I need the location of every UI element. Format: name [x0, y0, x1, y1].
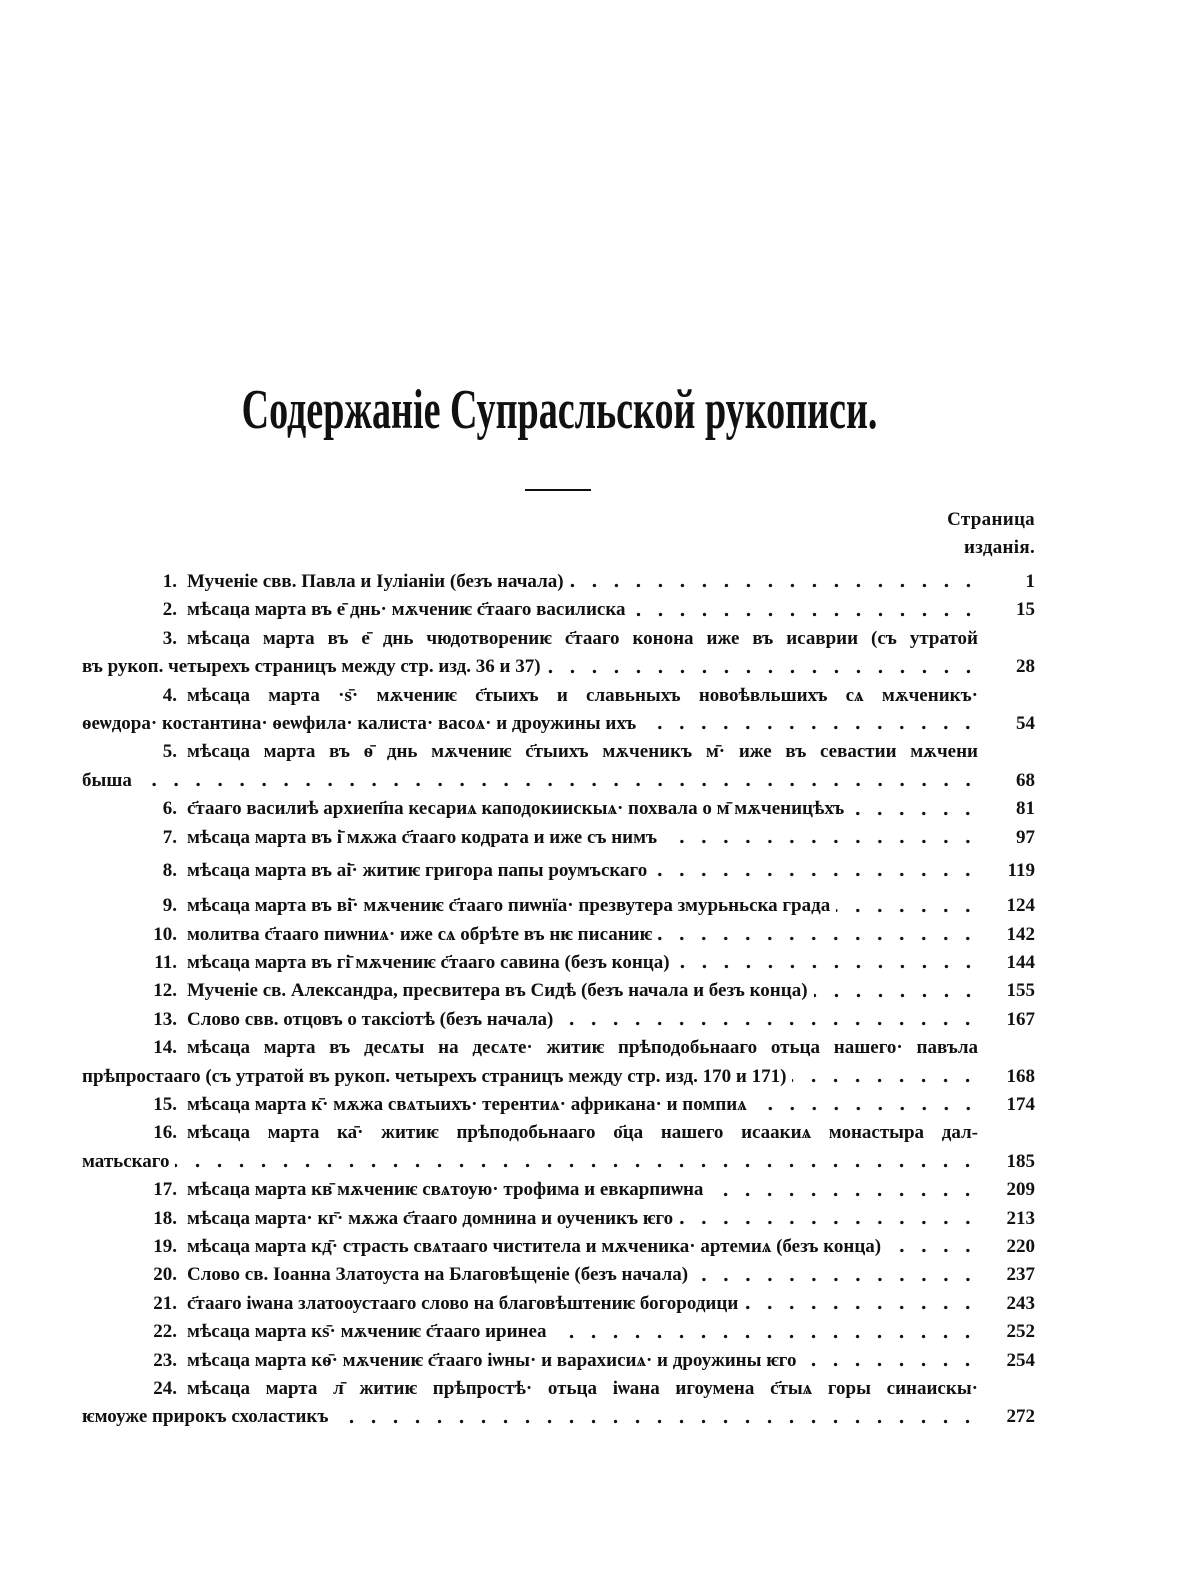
entry-first-line: [82, 1034, 1035, 1062]
toc-entry-23: [82, 1347, 1035, 1375]
entry-title: мѣсаца марта въ гі̄ мѫчениѥ с҃тааго савина (безъ конца): [187, 952, 670, 974]
entry-number: 6.: [162, 798, 177, 820]
dot-leader: [175, 1148, 979, 1176]
entry-page-number: 168: [1006, 1065, 1035, 1087]
entry-title-continued: ѳеѡдора· костантина· ѳеѡфила· калиста· васоѧ· и дроужины ихъ: [82, 712, 637, 734]
entry-page-number: 119: [1007, 859, 1035, 881]
entry-page-number: 144: [1006, 952, 1035, 974]
dot-leader: [836, 892, 979, 920]
entry-title: мѣсаца марта кѳ̄· мѫчениѥ с҃тааго іѡны· и варахисиѧ· и дроужины ѥго: [187, 1349, 797, 1371]
dot-leader: [792, 1063, 979, 1091]
entry-page-number: 81: [1016, 798, 1035, 820]
toc-entry-9: [82, 892, 1035, 920]
entry-title: мѣсаца марта кд̄· страсть свѧтааго чиститела и мѫченика· артемиѧ (безъ конца): [187, 1235, 882, 1257]
toc-entry-12: [82, 977, 1035, 1005]
entry-continuation-line: [82, 1063, 1035, 1091]
entry-first-line: [82, 738, 1035, 766]
entry-page-number: 155: [1006, 980, 1035, 1002]
toc-entry-19: [82, 1233, 1035, 1261]
entry-number: 19.: [153, 1235, 177, 1257]
entry-title: мѣсаца марта кѕ̄· мѫчениѥ с҃тааго иринеа: [187, 1321, 547, 1343]
dot-leader: [547, 653, 979, 681]
entry-title: мѣсаца марта кв̄ мѫчениѥ свѧтоую· трофима и евкарпиѡна: [187, 1179, 704, 1201]
entry-number: 11.: [154, 952, 177, 974]
entry-continuation-line: [82, 1148, 1035, 1176]
entry-first-line: [82, 625, 1035, 653]
entry-title: мѣсаца марта ·ѕ̄· мѫчениѥ с҃тыихъ и славьныхъ новоѣвльшихъ сѧ мѫченикъ·: [187, 684, 978, 706]
entry-title: молитва с҃тааго пиѡниѧ· иже сѧ обрѣте въ нѥ писаниѥ: [187, 923, 653, 945]
toc-entry-11: [82, 949, 1035, 977]
entry-number: 14.: [153, 1037, 177, 1059]
entry-title: Слово свв. отцовъ о таксіотѣ (безъ начала): [187, 1008, 554, 1030]
entry-title: мѣсаца марта въ аі̄· житиѥ григора папы роумъскаго: [187, 859, 648, 881]
entry-page-number: 252: [1006, 1321, 1035, 1343]
entry-page-number: 174: [1006, 1094, 1035, 1116]
entry-number: 20.: [153, 1264, 177, 1286]
entry-page-number: 28: [1016, 656, 1035, 678]
entry-number: 8.: [162, 859, 177, 881]
title-divider: [525, 489, 591, 491]
entry-number: 3.: [162, 627, 177, 649]
entry-number: 1.: [162, 571, 177, 592]
entry-number: 5.: [162, 741, 177, 763]
entry-first-line: [82, 682, 1035, 710]
toc-entry-6: [82, 795, 1035, 823]
toc-entry-16: [82, 1119, 1035, 1176]
entry-page-number: 97: [1016, 826, 1035, 848]
entry-number: 21.: [153, 1292, 177, 1314]
entry-number: 15.: [153, 1094, 177, 1116]
dot-leader: [663, 824, 979, 852]
page-title-text: Содержаніе Супрасльской рукописи.: [242, 379, 878, 441]
dot-leader: [744, 1290, 979, 1318]
entry-title: мѣсаца марта въ десѧты на десѧте· житиѥ прѣподобьнааго отьца нашего· павъла: [187, 1037, 978, 1059]
entry-page-number: 185: [1006, 1150, 1035, 1172]
entry-title-continued: матьскаго: [82, 1150, 170, 1172]
entry-title-continued: ѥмоуже прирокъ схоластикъ: [82, 1406, 329, 1428]
entry-number: 12.: [153, 980, 177, 1002]
toc-entry-18: [82, 1205, 1035, 1233]
entry-title: мѣсаца марта к̄· мѫжа свѧтыихъ· терентиѧ· африкана· и помпиѧ: [187, 1094, 747, 1116]
entry-title: мѣсаца марта въ е̄ днь· мѫчениѥ с҃тааго василиска: [187, 599, 626, 621]
entry-continuation-line: [82, 1403, 1035, 1431]
toc-entry-4: [82, 682, 1035, 739]
toc-entry-24: [82, 1375, 1035, 1432]
entry-first-line: [82, 1119, 1035, 1147]
entry-number: 22.: [153, 1321, 177, 1343]
entry-page-number: 237: [1006, 1264, 1035, 1286]
entry-number: 9.: [162, 895, 177, 917]
dot-leader: [850, 795, 979, 823]
toc-entry-8: [82, 857, 1035, 885]
dot-leader: [559, 1006, 979, 1034]
dot-leader: [709, 1176, 979, 1204]
entry-page-number: 167: [1006, 1008, 1035, 1030]
entry-number: 18.: [153, 1207, 177, 1229]
dot-leader: [802, 1347, 979, 1375]
toc-entry-17: [82, 1176, 1035, 1204]
entry-title: мѣсаца марта въ і̄ мѫжа с҃тааго кодрата и иже съ нимъ: [187, 826, 658, 848]
toc-entry-10: [82, 921, 1035, 949]
entry-number: 4.: [162, 684, 177, 706]
toc-entry-22: [82, 1318, 1035, 1346]
toc-entry-14: [82, 1034, 1035, 1091]
dot-leader: [753, 1091, 979, 1119]
entry-page-number: 1: [1025, 571, 1035, 592]
dot-leader: [814, 977, 979, 1005]
toc-entry-3: [82, 625, 1035, 682]
dot-leader: [552, 1318, 979, 1346]
entry-page-number: 54: [1016, 712, 1035, 734]
entry-page-number: 68: [1016, 769, 1035, 791]
entry-number: 13.: [153, 1008, 177, 1030]
entry-page-number: 243: [1006, 1292, 1035, 1314]
toc-entry-21: [82, 1290, 1035, 1318]
entry-page-number: 15: [1016, 599, 1035, 621]
table-of-contents: [82, 568, 1035, 1432]
entry-page-number: 254: [1006, 1349, 1035, 1371]
entry-title: мѣсаца марта въ ѳ̄ днь мѫчениѥ с҃тыихъ мѫченикъ м̄· иже въ севастии мѫчени: [187, 741, 978, 763]
toc-entry-20: [82, 1261, 1035, 1289]
page-column-header: [947, 506, 1035, 562]
entry-continuation-line: [82, 710, 1035, 738]
entry-title-continued: въ рукоп. четырехъ страницъ между стр. изд. 36 и 37): [82, 656, 541, 678]
dot-leader: [632, 596, 979, 624]
entry-continuation-line: [82, 767, 1035, 795]
toc-entry-1: [82, 568, 1035, 596]
entry-number: 23.: [153, 1349, 177, 1371]
dot-leader: [887, 1233, 979, 1261]
dot-leader: [658, 921, 979, 949]
entry-number: 24.: [153, 1377, 177, 1399]
entry-first-line: [82, 1375, 1035, 1403]
entry-number: 17.: [153, 1179, 177, 1201]
entry-page-number: 209: [1006, 1179, 1035, 1201]
toc-entry-5: [82, 738, 1035, 795]
entry-page-number: 124: [1006, 895, 1035, 917]
dot-leader: [694, 1261, 979, 1289]
column-header-line-2: изданія.: [963, 537, 1035, 558]
entry-title-continued: быша: [82, 769, 132, 791]
entry-title: Мученіе свв. Павла и Іуліаніи (безъ начала): [187, 571, 564, 592]
entry-title: с҃тааго іѡана златооустааго слово на благовѣштениѥ богородици: [187, 1292, 739, 1314]
entry-title: мѣсаца марта въ е̄ днь чюдотворениѥ с҃тааго конона иже въ исаврии (съ утратой: [187, 627, 978, 649]
entry-page-number: 142: [1006, 923, 1035, 945]
dot-leader: [679, 1205, 979, 1233]
entry-number: 16.: [153, 1122, 177, 1144]
dot-leader: [653, 857, 979, 885]
entry-title: с҃тааго василиѣ архиеп҃па кесариѧ каподокиискыѧ· похвала о м̄ мѫченицѣхъ: [187, 798, 845, 820]
dot-leader: [138, 767, 979, 795]
entry-title: Слово св. Іоанна Златоуста на Благовѣщеніе (безъ начала): [187, 1264, 689, 1286]
toc-entry-15: [82, 1091, 1035, 1119]
entry-page-number: 220: [1006, 1235, 1035, 1257]
page-title: [0, 380, 1120, 454]
entry-page-number: 213: [1006, 1207, 1035, 1229]
entry-number: 2.: [162, 599, 177, 621]
entry-title: Мученіе св. Александра, пресвитера въ Сидѣ (безъ начала и безъ конца): [187, 980, 808, 1002]
toc-entry-13: [82, 1006, 1035, 1034]
toc-entry-2: [82, 596, 1035, 624]
entry-title: мѣсаца марта· кг̄· мѫжа с҃тааго домнина и оученикъ ѥго: [187, 1207, 674, 1229]
entry-title-continued: прѣпростааго (съ утратой въ рукоп. четырехъ страницъ между стр. изд. 170 и 171): [82, 1065, 787, 1087]
entry-number: 7.: [162, 826, 177, 848]
entry-title: мѣсаца марта л̄ житиѥ прѣпростѣ· отьца іѡана игоумена с҃тыѧ горы синаискы·: [187, 1377, 978, 1399]
toc-entry-7: [82, 824, 1035, 852]
dot-leader: [642, 710, 979, 738]
entry-number: 10.: [153, 923, 177, 945]
dot-leader: [676, 949, 979, 977]
entry-continuation-line: [82, 653, 1035, 681]
dot-leader: [334, 1403, 979, 1431]
entry-title: мѣсаца марта ка̄· житиѥ прѣподобьнааго о҃ца нашего исаакиѧ монастыра дал-: [187, 1122, 978, 1144]
column-header-line-1: Страница: [947, 509, 1035, 530]
entry-page-number: 272: [1006, 1406, 1035, 1428]
dot-leader: [570, 568, 979, 596]
entry-title: мѣсаца марта въ ві̄· мѫчениѥ с҃тааго пиѡнїа· презвутера змурьньска града: [187, 895, 831, 917]
